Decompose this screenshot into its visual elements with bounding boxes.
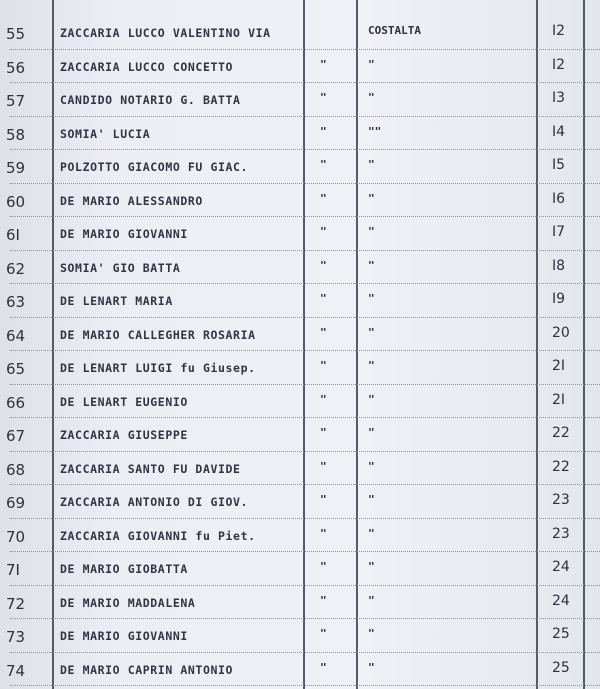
table-row (0, 217, 600, 251)
ditto-mark: " (320, 660, 327, 674)
row-number: 62 (6, 259, 26, 278)
person-name: ZACCARIA LUCCO CONCETTO (60, 59, 234, 74)
person-name: DE MARIO GIOVANNI (60, 629, 188, 643)
ditto-mark: " (320, 560, 327, 573)
row-number: 60 (6, 192, 26, 211)
house-number: 22 (552, 458, 570, 475)
ditto-mark: " (320, 57, 327, 71)
table-row (0, 552, 600, 586)
ditto-mark: " (320, 225, 327, 238)
locality: " (368, 392, 375, 406)
locality: " (368, 426, 375, 439)
ditto-mark: " (320, 359, 327, 372)
ditto-mark: " (320, 292, 327, 305)
house-number: I2 (552, 56, 566, 73)
table-row (0, 452, 600, 486)
person-name: DE MARIO GIOBATTA (60, 562, 188, 576)
house-number: 25 (552, 659, 570, 676)
row-number: 6I (6, 226, 20, 244)
locality: " (368, 560, 375, 573)
person-name: CANDIDO NOTARIO G. BATTA (60, 93, 241, 107)
person-name: DE MARIO GIOVANNI (60, 227, 188, 241)
table-row (0, 16, 600, 50)
person-name: ZACCARIA LUCCO VALENTINO VIA (60, 26, 271, 40)
person-name: DE MARIO CAPRIN ANTONIO (60, 662, 234, 677)
person-name: DE MARIO MADDALENA (60, 595, 196, 610)
row-number: 58 (6, 125, 26, 144)
house-number: I8 (552, 257, 566, 274)
ditto-mark: " (320, 191, 327, 205)
person-name: DE LENART LUIGI fu Giusep. (60, 361, 256, 375)
person-name: ZACCARIA GIUSEPPE (60, 428, 188, 442)
ditto-mark: " (320, 325, 327, 339)
person-name: SOMIA' LUCIA (60, 126, 151, 141)
house-number: 2I (552, 391, 566, 408)
locality: " (368, 325, 375, 339)
locality: " (368, 627, 375, 640)
row-number: 70 (6, 527, 26, 546)
table-row (0, 619, 600, 653)
locality: " (368, 225, 375, 238)
row-number: 66 (6, 393, 26, 412)
locality: " (368, 493, 375, 506)
row-number: 64 (6, 326, 26, 345)
ditto-mark: " (320, 627, 327, 640)
table-row (0, 418, 600, 452)
person-name: DE MARIO CALLEGHER ROSARIA (60, 327, 256, 342)
table-row (0, 318, 600, 352)
ditto-mark: " (320, 593, 327, 607)
house-number: I4 (552, 123, 566, 140)
person-name: DE LENART EUGENIO (60, 394, 188, 409)
locality: " (368, 292, 375, 305)
house-number: 25 (552, 626, 570, 642)
house-number: I5 (552, 157, 566, 173)
house-number: 24 (552, 559, 570, 575)
row-number: 73 (6, 628, 26, 646)
locality: " (368, 660, 375, 674)
person-name: ZACCARIA SANTO FU DAVIDE (60, 461, 241, 476)
house-number: I2 (552, 23, 566, 39)
person-name: ZACCARIA ANTONIO DI GIOV. (60, 495, 249, 509)
house-number: I7 (552, 224, 566, 240)
ditto-mark: " (320, 526, 327, 540)
person-name: ZACCARIA GIOVANNI fu Piet. (60, 528, 256, 543)
table-row (0, 284, 600, 318)
locality: " (368, 191, 375, 205)
table-row (0, 184, 600, 218)
person-name: POLZOTTO GIACOMO FU GIAC. (60, 160, 249, 174)
house-number: 22 (552, 425, 570, 441)
row-number: 63 (6, 293, 26, 311)
table-row (0, 653, 600, 687)
row-number: 57 (6, 92, 26, 110)
table-row (0, 251, 600, 285)
locality: " (368, 359, 375, 372)
house-number: I3 (552, 90, 566, 106)
locality: " (368, 158, 375, 171)
locality: " (368, 258, 375, 272)
house-number: 2I (552, 358, 566, 374)
row-number: 56 (6, 58, 26, 77)
person-name: SOMIA' GIO BATTA (60, 260, 181, 275)
house-number: I6 (552, 190, 566, 207)
row-number: 7I (6, 561, 20, 579)
ditto-mark: " (320, 426, 327, 439)
ditto-mark: " (320, 493, 327, 506)
row-number: 68 (6, 460, 26, 479)
row-number: 67 (6, 427, 26, 445)
table-row (0, 586, 600, 620)
ditto-mark: " (320, 258, 327, 272)
house-number: 23 (552, 525, 570, 542)
table-row (0, 385, 600, 419)
row-number: 59 (6, 159, 26, 177)
locality: "" (368, 124, 382, 138)
ditto-mark: " (320, 459, 327, 473)
table-row (0, 83, 600, 117)
row-number: 55 (6, 25, 26, 43)
row-divider (10, 685, 600, 686)
locality: " (368, 593, 375, 607)
table-row (0, 50, 600, 84)
locality: " (368, 91, 375, 104)
ditto-mark: " (320, 124, 327, 138)
person-name: DE LENART MARIA (60, 294, 173, 308)
table-row (0, 117, 600, 151)
table-row (0, 351, 600, 385)
locality: " (368, 57, 375, 71)
locality: " (368, 526, 375, 540)
locality: " (368, 459, 375, 473)
house-number: 23 (552, 492, 570, 508)
row-number: 69 (6, 494, 26, 512)
house-number: 24 (552, 592, 570, 609)
row-number: 72 (6, 594, 26, 613)
house-number: I9 (552, 291, 566, 307)
row-number: 65 (6, 360, 26, 378)
ditto-mark: " (320, 392, 327, 406)
table-row (0, 150, 600, 184)
table-row (0, 519, 600, 553)
row-number: 74 (6, 661, 26, 680)
person-name: DE MARIO ALESSANDRO (60, 193, 203, 208)
locality: COSTALTA (368, 24, 421, 37)
ditto-mark: " (320, 158, 327, 171)
table-row (0, 485, 600, 519)
house-number: 20 (552, 324, 570, 341)
ditto-mark: " (320, 91, 327, 104)
